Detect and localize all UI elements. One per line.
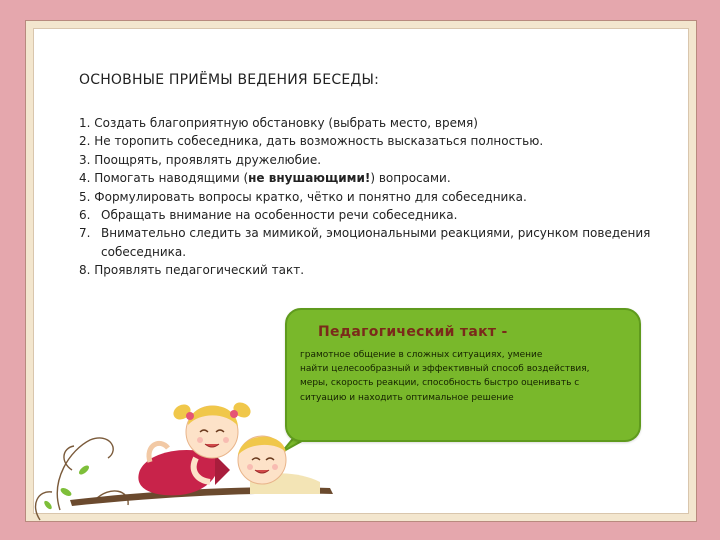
- item-emphasis: не внушающими!: [248, 171, 371, 186]
- item-number: 3.: [79, 152, 91, 167]
- slide-title: ОСНОВНЫЕ ПРИЁМЫ ВЕДЕНИЯ БЕСЕДЫ:: [79, 72, 379, 88]
- item-text: Помогать наводящими (: [90, 171, 249, 186]
- item-text: Проявлять педагогический такт.: [90, 263, 305, 278]
- item-text: ) вопросами.: [370, 171, 451, 186]
- item-number: 5.: [79, 189, 91, 204]
- item-number: 6.: [79, 208, 91, 223]
- bubble-line: грамотное общение в сложных ситуациях, умение: [300, 350, 543, 360]
- bubble-line: меры, скорость реакции, способность быстро оценивать с: [300, 378, 580, 389]
- item-number: 4.: [79, 171, 91, 186]
- item-text: Поощрять, проявлять дружелюбие.: [90, 152, 322, 167]
- item-text: Не торопить собеседника, дать возможность высказаться полностью.: [90, 134, 544, 149]
- bubble-line: ситуацию и находить оптимальное решение: [300, 392, 514, 403]
- bubble-title: Педагогический такт -: [318, 324, 508, 340]
- bubble-line: найти целесообразный и эффективный способ воздействия,: [300, 364, 590, 375]
- item-number: 2.: [79, 134, 91, 149]
- item-text: Обращать внимание на особенности речи собеседника.: [101, 208, 458, 223]
- item-number: 8.: [79, 263, 91, 278]
- item-number: 1.: [79, 116, 91, 130]
- item-text: Внимательно следить за мимикой, эмоциональными реакциями, рисунком поведения: [101, 226, 651, 241]
- item-text: Формулировать вопросы кратко, чётко и понятно для собеседника.: [90, 189, 527, 204]
- item-number: 7.: [79, 226, 91, 241]
- item-text: Создать благоприятную обстановку (выбрать место, время): [90, 116, 478, 130]
- item-text: собеседника.: [101, 244, 187, 259]
